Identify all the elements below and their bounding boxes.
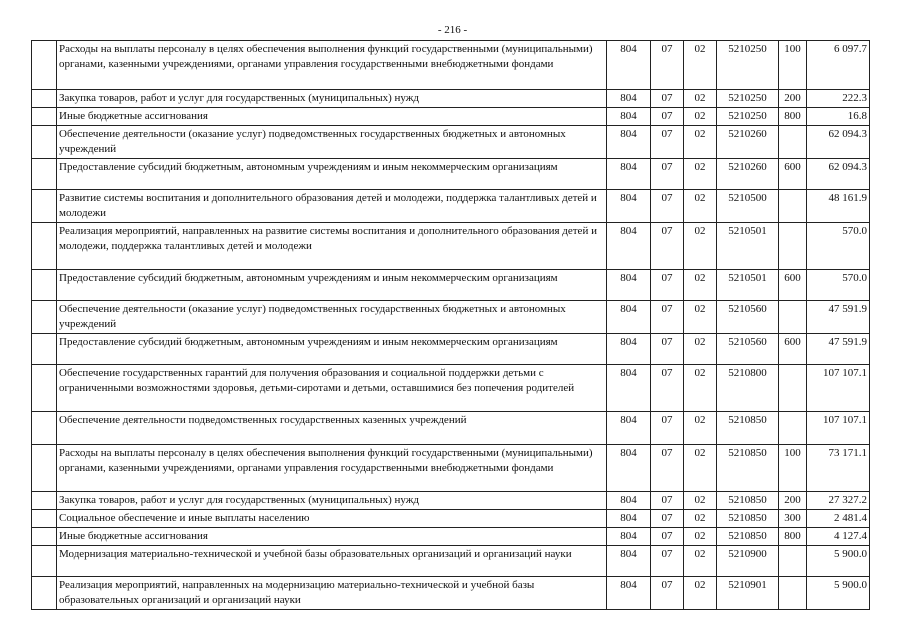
subsection-code: 02	[684, 270, 717, 301]
table-row	[32, 159, 870, 190]
subsection-code: 02	[684, 90, 717, 108]
row-description: Реализация мероприятий, направленных на развитие системы воспитания и дополнительного образования детей и молодежи, поддержка талантливых детей и молодежи	[57, 223, 607, 270]
section-code: 07	[651, 334, 684, 365]
section-code: 07	[651, 190, 684, 223]
table-row	[32, 510, 870, 528]
row-description: Иные бюджетные ассигнования	[57, 108, 607, 126]
table-row	[32, 270, 870, 301]
target-article-code: 5210850	[717, 510, 779, 528]
section-code: 07	[651, 108, 684, 126]
section-code: 07	[651, 510, 684, 528]
target-article-code: 5210560	[717, 334, 779, 365]
amount: 5 900.0	[807, 577, 870, 610]
subsection-code: 02	[684, 334, 717, 365]
amount: 6 097.7	[807, 41, 870, 90]
ministry-code: 804	[607, 270, 651, 301]
row-description: Предоставление субсидий бюджетным, автономным учреждениям и иным некоммерческим организациям	[57, 159, 607, 190]
table-row	[32, 412, 870, 445]
row-description: Обеспечение деятельности (оказание услуг) подведомственных государственных бюджетных и автономных учреждений	[57, 301, 607, 334]
expense-type-code: 800	[779, 528, 807, 546]
ministry-code: 804	[607, 223, 651, 270]
row-description: Расходы на выплаты персоналу в целях обеспечения выполнения функций государственными (муниципальными) органами, казенными учреждениями, органами управления государственными внебюджетными фондами	[57, 41, 607, 90]
section-code: 07	[651, 126, 684, 159]
row-number-cell	[32, 301, 57, 334]
expense-type-code	[779, 301, 807, 334]
table-row	[32, 546, 870, 577]
subsection-code: 02	[684, 41, 717, 90]
amount: 62 094.3	[807, 159, 870, 190]
target-article-code: 5210260	[717, 159, 779, 190]
subsection-code: 02	[684, 301, 717, 334]
expense-type-code: 100	[779, 41, 807, 90]
row-number-cell	[32, 126, 57, 159]
expense-type-code: 200	[779, 90, 807, 108]
amount: 107 107.1	[807, 365, 870, 412]
ministry-code: 804	[607, 126, 651, 159]
ministry-code: 804	[607, 412, 651, 445]
row-number-cell	[32, 108, 57, 126]
expense-type-code: 200	[779, 492, 807, 510]
amount: 48 161.9	[807, 190, 870, 223]
ministry-code: 804	[607, 301, 651, 334]
amount: 47 591.9	[807, 301, 870, 334]
table-row	[32, 108, 870, 126]
table-row	[32, 223, 870, 270]
ministry-code: 804	[607, 546, 651, 577]
row-description: Модернизация материально-технической и учебной базы образовательных организаций и организаций науки	[57, 546, 607, 577]
amount: 222.3	[807, 90, 870, 108]
target-article-code: 5210901	[717, 577, 779, 610]
row-number-cell	[32, 445, 57, 492]
ministry-code: 804	[607, 577, 651, 610]
section-code: 07	[651, 577, 684, 610]
subsection-code: 02	[684, 108, 717, 126]
ministry-code: 804	[607, 108, 651, 126]
table-row	[32, 90, 870, 108]
page-number: - 216 -	[437, 24, 468, 36]
section-code: 07	[651, 528, 684, 546]
ministry-code: 804	[607, 159, 651, 190]
table-row	[32, 190, 870, 223]
amount: 4 127.4	[807, 528, 870, 546]
expense-type-code	[779, 223, 807, 270]
expense-type-code: 800	[779, 108, 807, 126]
subsection-code: 02	[684, 412, 717, 445]
table-row	[32, 301, 870, 334]
row-number-cell	[32, 159, 57, 190]
subsection-code: 02	[684, 445, 717, 492]
subsection-code: 02	[684, 365, 717, 412]
subsection-code: 02	[684, 190, 717, 223]
row-number-cell	[32, 510, 57, 528]
table-row	[32, 41, 870, 90]
row-description: Обеспечение государственных гарантий для получения образования и социальной поддержки детьми с ограниченными возможностями здоровья, детьми-сиротами и детьми, оставшимися без попечения родителей	[57, 365, 607, 412]
subsection-code: 02	[684, 126, 717, 159]
expense-type-code: 600	[779, 334, 807, 365]
amount: 570.0	[807, 270, 870, 301]
target-article-code: 5210250	[717, 41, 779, 90]
ministry-code: 804	[607, 445, 651, 492]
expense-type-code	[779, 365, 807, 412]
expense-type-code: 300	[779, 510, 807, 528]
target-article-code: 5210850	[717, 528, 779, 546]
subsection-code: 02	[684, 223, 717, 270]
ministry-code: 804	[607, 528, 651, 546]
subsection-code: 02	[684, 492, 717, 510]
section-code: 07	[651, 41, 684, 90]
amount: 570.0	[807, 223, 870, 270]
section-code: 07	[651, 412, 684, 445]
target-article-code: 5210260	[717, 126, 779, 159]
target-article-code: 5210250	[717, 108, 779, 126]
target-article-code: 5210501	[717, 223, 779, 270]
row-number-cell	[32, 577, 57, 610]
row-number-cell	[32, 190, 57, 223]
expense-type-code	[779, 412, 807, 445]
table-row	[32, 528, 870, 546]
expense-type-code: 100	[779, 445, 807, 492]
row-number-cell	[32, 546, 57, 577]
table-row	[32, 445, 870, 492]
expense-type-code	[779, 546, 807, 577]
amount: 27 327.2	[807, 492, 870, 510]
target-article-code: 5210560	[717, 301, 779, 334]
section-code: 07	[651, 301, 684, 334]
section-code: 07	[651, 365, 684, 412]
amount: 62 094.3	[807, 126, 870, 159]
amount: 5 900.0	[807, 546, 870, 577]
expense-type-code	[779, 190, 807, 223]
section-code: 07	[651, 270, 684, 301]
target-article-code: 5210250	[717, 90, 779, 108]
target-article-code: 5210900	[717, 546, 779, 577]
ministry-code: 804	[607, 190, 651, 223]
section-code: 07	[651, 90, 684, 108]
subsection-code: 02	[684, 528, 717, 546]
row-number-cell	[32, 41, 57, 90]
table-row	[32, 334, 870, 365]
target-article-code: 5210850	[717, 445, 779, 492]
ministry-code: 804	[607, 334, 651, 365]
row-number-cell	[32, 365, 57, 412]
table-row	[32, 577, 870, 610]
ministry-code: 804	[607, 510, 651, 528]
row-description: Социальное обеспечение и иные выплаты населению	[57, 510, 607, 528]
row-number-cell	[32, 334, 57, 365]
row-description: Обеспечение деятельности подведомственных государственных казенных учреждений	[57, 412, 607, 445]
section-code: 07	[651, 223, 684, 270]
subsection-code: 02	[684, 510, 717, 528]
amount: 47 591.9	[807, 334, 870, 365]
section-code: 07	[651, 492, 684, 510]
row-description: Закупка товаров, работ и услуг для государственных (муниципальных) нужд	[57, 90, 607, 108]
row-description: Предоставление субсидий бюджетным, автономным учреждениям и иным некоммерческим организациям	[57, 334, 607, 365]
target-article-code: 5210850	[717, 412, 779, 445]
amount: 73 171.1	[807, 445, 870, 492]
amount: 16.8	[807, 108, 870, 126]
expense-type-code: 600	[779, 159, 807, 190]
row-number-cell	[32, 528, 57, 546]
subsection-code: 02	[684, 546, 717, 577]
row-description: Обеспечение деятельности (оказание услуг) подведомственных государственных бюджетных и автономных учреждений	[57, 126, 607, 159]
expense-type-code	[779, 126, 807, 159]
section-code: 07	[651, 445, 684, 492]
table-row	[32, 492, 870, 510]
expense-type-code: 600	[779, 270, 807, 301]
target-article-code: 5210500	[717, 190, 779, 223]
amount: 2 481.4	[807, 510, 870, 528]
subsection-code: 02	[684, 577, 717, 610]
section-code: 07	[651, 546, 684, 577]
row-description: Закупка товаров, работ и услуг для государственных (муниципальных) нужд	[57, 492, 607, 510]
section-code: 07	[651, 159, 684, 190]
row-number-cell	[32, 412, 57, 445]
ministry-code: 804	[607, 41, 651, 90]
target-article-code: 5210850	[717, 492, 779, 510]
row-description: Развитие системы воспитания и дополнительного образования детей и молодежи, поддержка талантливых детей и молодежи	[57, 190, 607, 223]
row-description: Расходы на выплаты персоналу в целях обеспечения выполнения функций государственными (муниципальными) органами, казенными учреждениями, органами управления государственными внебюджетными фондами	[57, 445, 607, 492]
amount: 107 107.1	[807, 412, 870, 445]
ministry-code: 804	[607, 492, 651, 510]
table-row	[32, 126, 870, 159]
ministry-code: 804	[607, 365, 651, 412]
expense-type-code	[779, 577, 807, 610]
row-number-cell	[32, 270, 57, 301]
target-article-code: 5210501	[717, 270, 779, 301]
budget-table	[31, 40, 870, 610]
row-number-cell	[32, 223, 57, 270]
ministry-code: 804	[607, 90, 651, 108]
subsection-code: 02	[684, 159, 717, 190]
table-row	[32, 365, 870, 412]
row-description: Предоставление субсидий бюджетным, автономным учреждениям и иным некоммерческим организациям	[57, 270, 607, 301]
row-description: Иные бюджетные ассигнования	[57, 528, 607, 546]
row-description: Реализация мероприятий, направленных на модернизацию материально-технической и учебной базы образовательных организаций и организаций науки	[57, 577, 607, 610]
row-number-cell	[32, 492, 57, 510]
row-number-cell	[32, 90, 57, 108]
target-article-code: 5210800	[717, 365, 779, 412]
